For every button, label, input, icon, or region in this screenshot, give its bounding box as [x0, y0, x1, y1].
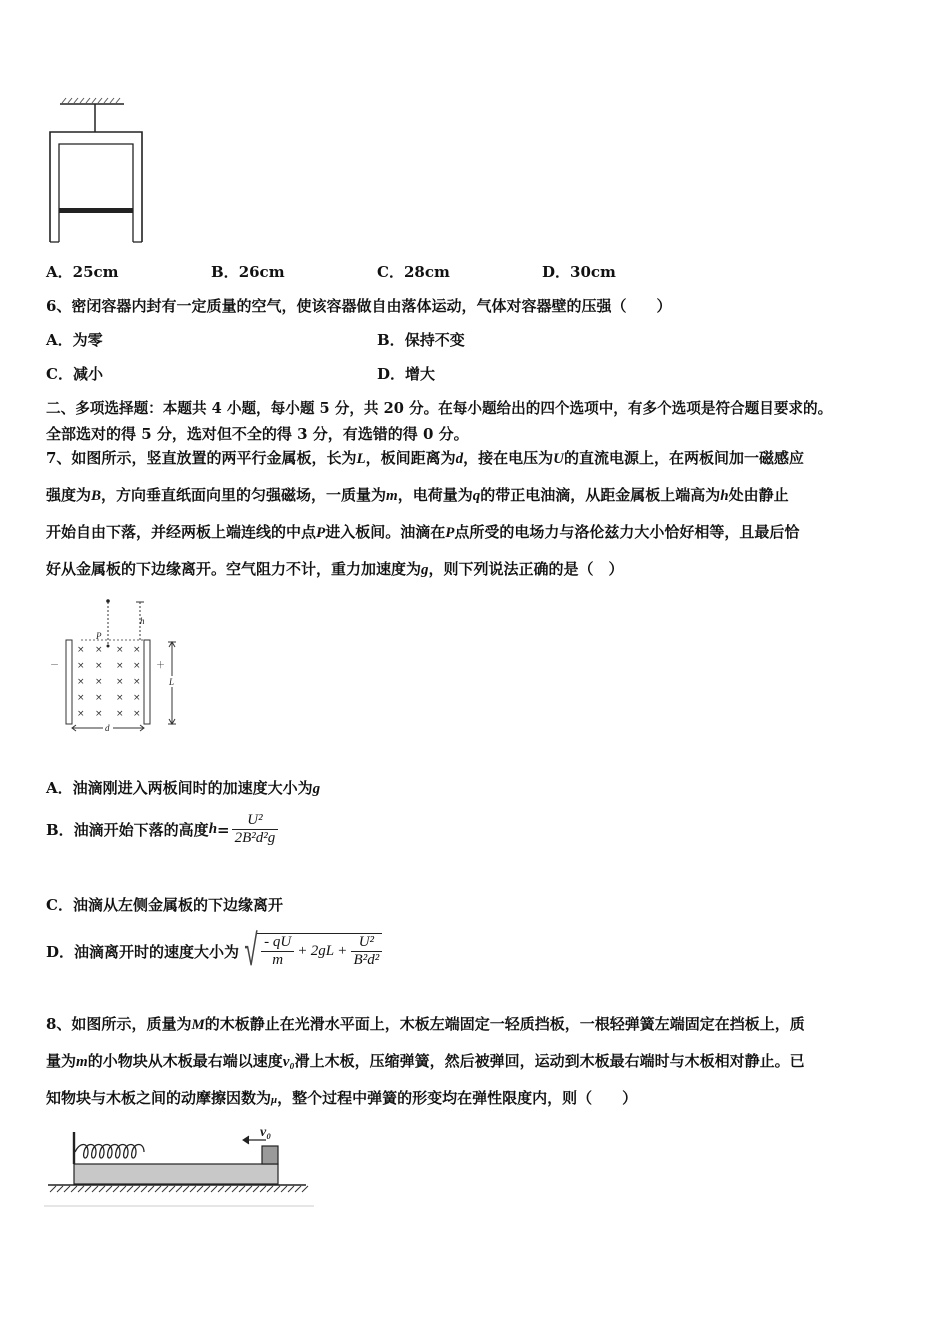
q7-option-d: D．油滴离开时的速度大小为 √ $\frac{- qU}{m}$ + 2gL + $\frac{\text{U²}}{\text{B²d²}}$ [46, 929, 382, 973]
q7-field-cross: × [133, 645, 141, 655]
q7-fig-d: d [105, 723, 110, 733]
q7-field-cross: × [133, 693, 141, 703]
q7-right-plate [144, 640, 150, 724]
q7-field-cross: × [133, 709, 141, 719]
q7-fig-plus: ＋ [156, 661, 166, 671]
q7-field-cross: × [77, 645, 85, 655]
q7-field-cross: × [95, 677, 103, 687]
q7-stem-line3: 开始自由下落，并经两板上端连线的中点P进入板间。油滴在P点所受的电场力与洛伦兹力大小恰好相等，且最后恰 [46, 523, 800, 541]
q7-left-plate [66, 640, 72, 724]
section2-heading-line1: 二、多项选择题：本题共 4 小题，每小题 5 分，共 20 分。在每小题给出的四个选项中，有多个选项是符合题目要求的。 [46, 400, 833, 417]
q5-option-b: B．26cm [211, 263, 285, 281]
q7-field-cross: × [95, 693, 103, 703]
section2-heading-line2: 全部选对的得 5 分，选对但不全的得 3 分，有选错的得 0 分。 [46, 425, 469, 443]
q8-spring [75, 1145, 144, 1159]
q7-oil-drop [106, 599, 110, 603]
q5-option-a: A．25cm [46, 263, 119, 281]
q6-option-a: A．为零 [46, 331, 103, 349]
q5-container-figure [40, 92, 160, 252]
q7-stem-line1: 7、如图所示，竖直放置的两平行金属板，长为L，板间距离为d，接在电压为U的直流电源上，在两板间加一磁感应 [46, 449, 805, 467]
q7-field-cross: × [77, 661, 85, 671]
q7-field-cross: × [116, 661, 124, 671]
q7-field-cross: × [133, 661, 141, 671]
q7-field-cross: × [133, 677, 141, 687]
q7-option-b: B．油滴开始下落的高度 h = $\frac{\text{U²}}{\text{2B²d²g}}$ [46, 812, 278, 847]
q7-option-b-fraction: $\frac{\text{U²}}{\text{2B²d²g}}$ [232, 812, 279, 847]
q7-field-cross: × [95, 645, 103, 655]
q7-field-cross: × [95, 661, 103, 671]
q7-fig-h: h [140, 616, 145, 626]
q8-block [262, 1146, 278, 1164]
q7-option-c: C．油滴从左侧金属板的下边缘离开 [46, 896, 283, 914]
q8-board [74, 1164, 278, 1184]
q5-option-d: D．30cm [542, 263, 616, 281]
q7-fig-l: L [169, 677, 175, 687]
q7-field-cross: × [116, 693, 124, 703]
q6-option-d: D．增大 [377, 365, 436, 383]
q7-field-cross: × [116, 645, 124, 655]
q6-option-b: B．保持不变 [377, 331, 465, 349]
q6-option-c: C．减小 [46, 365, 103, 383]
q7-fig-minus: － [50, 661, 60, 671]
q7-fig-p: P [96, 631, 102, 641]
q8-board-figure [44, 1118, 319, 1210]
q7-field-cross: × [77, 677, 85, 687]
q8-fig-v0: v₀ [260, 1125, 272, 1140]
q7-field-cross: × [77, 709, 85, 719]
q7-field-cross: × [116, 677, 124, 687]
q6-stem: 6、密闭容器内封有一定质量的空气，使该容器做自由落体运动，气体对容器壁的压强（ ） [46, 297, 672, 315]
q8-stem-line3: 知物块与木板之间的动摩擦因数为μ，整个过程中弹簧的形变均在弹性限度内，则（ ） [46, 1089, 638, 1107]
q8-stem-line1: 8、如图所示，质量为M的木板静止在光滑水平面上，木板左端固定一轻质挡板，一根轻弹簧左端固定在挡板上，质 [46, 1015, 805, 1033]
q7-option-d-sqrt: √ $\frac{- qU}{m}$ + 2gL + $\frac{\text{U²}}{\text{B²d²}}$ [239, 929, 382, 973]
q7-field-cross: × [77, 693, 85, 703]
q7-field-cross: × [95, 709, 103, 719]
q7-stem-line4: 好从金属板的下边缘离开。空气阻力不计，重力加速度为g，则下列说法正确的是（ ） [46, 560, 624, 578]
q8-stem-line2: 量为m的小物块从木板最右端以速度v₀滑上木板，压缩弹簧，然后被弹回，运动到木板最右端时与木板相对静止。已 [46, 1052, 805, 1070]
q7-plates-figure [44, 596, 194, 736]
q7-option-a: A．油滴刚进入两板间时的加速度大小为g [46, 779, 321, 797]
q7-field-cross: × [116, 709, 124, 719]
q7-stem-line2: 强度为B，方向垂直纸面向里的匀强磁场，一质量为m，电荷量为q的带正电油滴，从距金属板上端高为h处由静止 [46, 486, 789, 504]
q5-option-c: C．28cm [377, 263, 450, 281]
